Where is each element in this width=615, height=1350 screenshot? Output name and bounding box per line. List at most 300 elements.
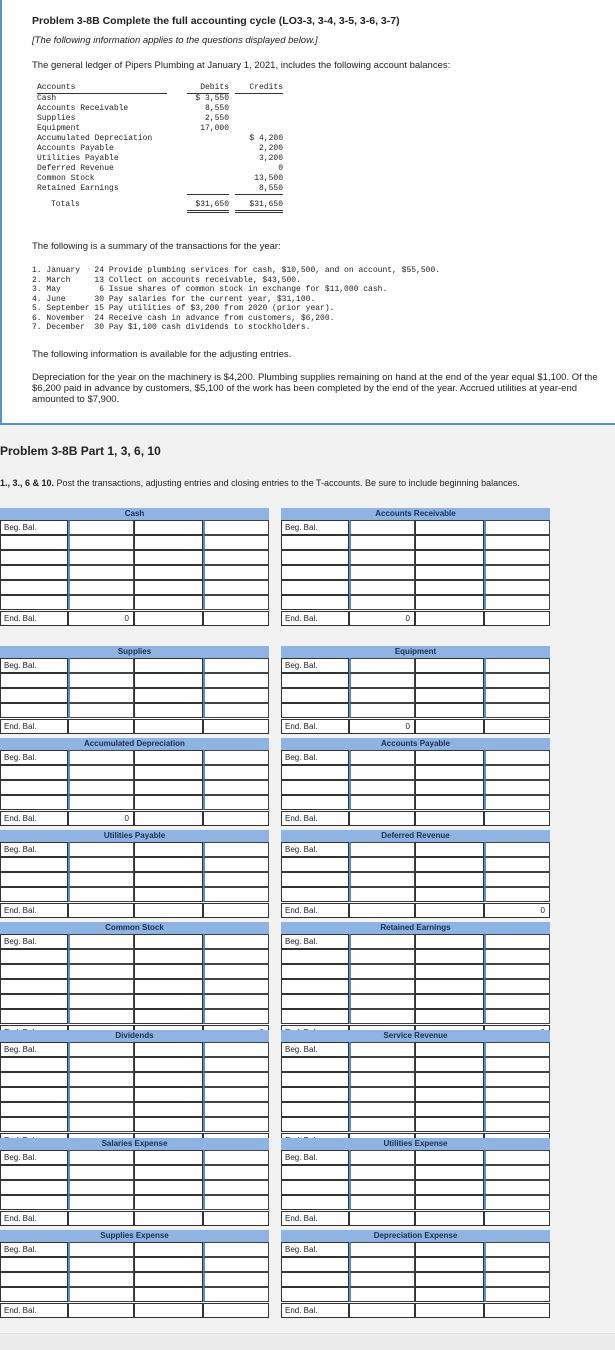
entry-ref-input[interactable] xyxy=(415,565,484,580)
entry-amount-input[interactable] xyxy=(203,857,269,872)
entry-amount-input[interactable] xyxy=(203,1102,269,1117)
entry-amount-input[interactable] xyxy=(349,964,415,979)
entry-amount-input[interactable] xyxy=(484,949,550,964)
entry-amount-input[interactable] xyxy=(349,595,415,610)
entry-amount-input[interactable] xyxy=(349,1150,415,1165)
entry-amount-input[interactable] xyxy=(484,1180,550,1195)
entry-amount-input[interactable] xyxy=(203,1150,269,1165)
entry-ref-input[interactable] xyxy=(134,1180,203,1195)
entry-amount-input[interactable] xyxy=(68,780,134,795)
entry-amount-input[interactable] xyxy=(68,1009,134,1024)
entry-amount-input[interactable] xyxy=(68,1287,134,1302)
entry-amount-input[interactable] xyxy=(484,795,550,810)
entry-amount-input[interactable] xyxy=(484,1102,550,1117)
entry-ref-input[interactable] xyxy=(415,872,484,887)
entry-amount-input[interactable] xyxy=(349,550,415,565)
entry-amount-input[interactable] xyxy=(68,1042,134,1057)
entry-ref-input[interactable] xyxy=(415,857,484,872)
entry-amount-input[interactable] xyxy=(484,964,550,979)
entry-ref-input[interactable] xyxy=(281,1180,349,1195)
entry-ref-input[interactable] xyxy=(0,673,68,688)
entry-ref-input[interactable] xyxy=(134,750,203,765)
entry-amount-input[interactable] xyxy=(203,520,269,535)
entry-ref-input[interactable] xyxy=(281,949,349,964)
end-bal-label: End. Bal. xyxy=(281,903,349,918)
entry-ref-input[interactable] xyxy=(281,887,349,902)
entry-amount-input[interactable] xyxy=(349,934,415,949)
entry-amount-input[interactable] xyxy=(203,703,269,718)
end-bal-spacer xyxy=(134,903,203,918)
entry-amount-input[interactable] xyxy=(203,765,269,780)
entry-amount-input[interactable] xyxy=(68,979,134,994)
entry-ref-input[interactable] xyxy=(281,857,349,872)
entry-ref-input[interactable] xyxy=(0,595,68,610)
entry-amount-input[interactable] xyxy=(203,1287,269,1302)
entry-amount-input[interactable] xyxy=(484,1150,550,1165)
entry-amount-input[interactable] xyxy=(68,1117,134,1132)
entry-amount-input[interactable] xyxy=(68,688,134,703)
entry-amount-input[interactable] xyxy=(349,1195,415,1210)
entry-ref-input[interactable] xyxy=(0,949,68,964)
entry-amount-input[interactable] xyxy=(349,857,415,872)
entry-ref-input[interactable] xyxy=(415,979,484,994)
entry-amount-input[interactable] xyxy=(484,1257,550,1272)
entry-ref-input[interactable] xyxy=(281,1287,349,1302)
entry-amount-input[interactable] xyxy=(203,1117,269,1132)
entry-ref-input[interactable] xyxy=(415,765,484,780)
entry-ref-input[interactable] xyxy=(134,688,203,703)
entry-amount-input[interactable] xyxy=(68,1180,134,1195)
entry-ref-input[interactable] xyxy=(134,994,203,1009)
entry-amount-input[interactable] xyxy=(349,658,415,673)
entry-amount-input[interactable] xyxy=(349,1272,415,1287)
entry-ref-input[interactable] xyxy=(134,795,203,810)
entry-amount-input[interactable] xyxy=(203,934,269,949)
entry-ref-input[interactable] xyxy=(0,887,68,902)
ledger-account: Equipment xyxy=(37,124,81,133)
entry-ref-input[interactable] xyxy=(281,565,349,580)
entry-ref-input[interactable] xyxy=(0,1117,68,1132)
entry-ref-input[interactable] xyxy=(134,580,203,595)
entry-amount-input[interactable] xyxy=(484,703,550,718)
entry-amount-input[interactable] xyxy=(68,842,134,857)
entry-amount-input[interactable] xyxy=(68,565,134,580)
entry-amount-input[interactable] xyxy=(484,1272,550,1287)
entry-ref-input[interactable] xyxy=(134,1042,203,1057)
entry-ref-input[interactable] xyxy=(0,1287,68,1302)
entry-amount-input[interactable] xyxy=(484,658,550,673)
entry-ref-input[interactable] xyxy=(134,1087,203,1102)
entry-amount-input[interactable] xyxy=(349,565,415,580)
entry-amount-input[interactable] xyxy=(203,842,269,857)
entry-ref-input[interactable] xyxy=(134,964,203,979)
entry-amount-input[interactable] xyxy=(203,550,269,565)
entry-amount-input[interactable] xyxy=(349,1042,415,1057)
entry-amount-input[interactable] xyxy=(68,673,134,688)
entry-amount-input[interactable] xyxy=(68,1272,134,1287)
entry-amount-input[interactable] xyxy=(484,520,550,535)
entry-amount-input[interactable] xyxy=(484,934,550,949)
entry-ref-input[interactable] xyxy=(415,934,484,949)
entry-ref-input[interactable] xyxy=(415,688,484,703)
entry-amount-input[interactable] xyxy=(484,857,550,872)
entry-ref-input[interactable] xyxy=(281,1257,349,1272)
entry-ref-input[interactable] xyxy=(415,1180,484,1195)
entry-ref-input[interactable] xyxy=(415,1042,484,1057)
entry-ref-input[interactable] xyxy=(281,795,349,810)
entry-amount-input[interactable] xyxy=(349,750,415,765)
entry-ref-input[interactable] xyxy=(0,1195,68,1210)
entry-amount-input[interactable] xyxy=(484,673,550,688)
entry-amount-input[interactable] xyxy=(203,1009,269,1024)
entry-ref-input[interactable] xyxy=(134,1150,203,1165)
entry-amount-input[interactable] xyxy=(484,872,550,887)
entry-amount-input[interactable] xyxy=(68,1150,134,1165)
entry-amount-input[interactable] xyxy=(68,949,134,964)
entry-amount-input[interactable] xyxy=(349,703,415,718)
entry-ref-input[interactable] xyxy=(415,658,484,673)
entry-amount-input[interactable] xyxy=(203,673,269,688)
entry-ref-input[interactable] xyxy=(281,1009,349,1024)
entry-amount-input[interactable] xyxy=(203,780,269,795)
entry-ref-input[interactable] xyxy=(281,595,349,610)
entry-ref-input[interactable] xyxy=(415,1117,484,1132)
entry-ref-input[interactable] xyxy=(0,688,68,703)
entry-ref-input[interactable] xyxy=(134,520,203,535)
entry-ref-input[interactable] xyxy=(0,857,68,872)
entry-ref-input[interactable] xyxy=(0,703,68,718)
entry-amount-input[interactable] xyxy=(68,1087,134,1102)
entry-ref-input[interactable] xyxy=(134,1057,203,1072)
entry-ref-input[interactable] xyxy=(415,1072,484,1087)
entry-amount-input[interactable] xyxy=(349,688,415,703)
entry-amount-input[interactable] xyxy=(349,1072,415,1087)
entry-ref-input[interactable] xyxy=(0,1009,68,1024)
entry-ref-input[interactable] xyxy=(415,842,484,857)
entry-ref-input[interactable] xyxy=(281,964,349,979)
entry-ref-input[interactable] xyxy=(281,673,349,688)
entry-amount-input[interactable] xyxy=(484,550,550,565)
entry-ref-input[interactable] xyxy=(0,1102,68,1117)
entry-amount-input[interactable] xyxy=(203,688,269,703)
entry-ref-input[interactable] xyxy=(134,595,203,610)
entry-ref-input[interactable] xyxy=(0,1072,68,1087)
entry-amount-input[interactable] xyxy=(203,535,269,550)
entry-amount-input[interactable] xyxy=(484,750,550,765)
entry-ref-input[interactable] xyxy=(134,673,203,688)
entry-amount-input[interactable] xyxy=(68,1057,134,1072)
entry-amount-input[interactable] xyxy=(349,887,415,902)
entry-ref-input[interactable] xyxy=(0,795,68,810)
entry-amount-input[interactable] xyxy=(484,1287,550,1302)
entry-amount-input[interactable] xyxy=(349,520,415,535)
entry-ref-input[interactable] xyxy=(281,1102,349,1117)
entry-amount-input[interactable] xyxy=(68,1072,134,1087)
entry-ref-input[interactable] xyxy=(281,1057,349,1072)
entry-amount-input[interactable] xyxy=(203,795,269,810)
entry-amount-input[interactable] xyxy=(68,765,134,780)
entry-ref-input[interactable] xyxy=(415,887,484,902)
entry-ref-input[interactable] xyxy=(281,1117,349,1132)
entry-amount-input[interactable] xyxy=(203,565,269,580)
entry-ref-input[interactable] xyxy=(134,550,203,565)
entry-amount-input[interactable] xyxy=(203,1072,269,1087)
entry-ref-input[interactable] xyxy=(281,688,349,703)
entry-amount-input[interactable] xyxy=(349,780,415,795)
entry-amount-input[interactable] xyxy=(68,1102,134,1117)
entry-ref-input[interactable] xyxy=(134,1102,203,1117)
entry-ref-input[interactable] xyxy=(134,857,203,872)
entry-amount-input[interactable] xyxy=(349,1057,415,1072)
entry-ref-input[interactable] xyxy=(281,535,349,550)
entry-ref-input[interactable] xyxy=(281,979,349,994)
entry-ref-input[interactable] xyxy=(415,1087,484,1102)
entry-ref-input[interactable] xyxy=(0,550,68,565)
entry-ref-input[interactable] xyxy=(134,1242,203,1257)
entry-ref-input[interactable] xyxy=(0,580,68,595)
entry-ref-input[interactable] xyxy=(415,1195,484,1210)
entry-amount-input[interactable] xyxy=(484,565,550,580)
entry-amount-input[interactable] xyxy=(484,1087,550,1102)
entry-amount-input[interactable] xyxy=(349,795,415,810)
entry-amount-input[interactable] xyxy=(484,842,550,857)
entry-amount-input[interactable] xyxy=(484,1072,550,1087)
entry-amount-input[interactable] xyxy=(349,1287,415,1302)
entry-amount-input[interactable] xyxy=(203,1242,269,1257)
entry-ref-input[interactable] xyxy=(281,1087,349,1102)
entry-ref-input[interactable] xyxy=(415,520,484,535)
entry-ref-input[interactable] xyxy=(281,994,349,1009)
entry-ref-input[interactable] xyxy=(134,535,203,550)
entry-ref-input[interactable] xyxy=(415,1102,484,1117)
entry-amount-input[interactable] xyxy=(68,1242,134,1257)
entry-ref-input[interactable] xyxy=(281,1272,349,1287)
entry-amount-input[interactable] xyxy=(203,658,269,673)
entry-ref-input[interactable] xyxy=(281,765,349,780)
entry-ref-input[interactable] xyxy=(134,703,203,718)
entry-ref-input[interactable] xyxy=(281,580,349,595)
entry-ref-input[interactable] xyxy=(0,1165,68,1180)
entry-amount-input[interactable] xyxy=(68,1165,134,1180)
summary-intro: The following is a summary of the transactions for the year: xyxy=(32,241,281,252)
entry-ref-input[interactable] xyxy=(134,842,203,857)
entry-ref-input[interactable] xyxy=(134,1009,203,1024)
entry-amount-input[interactable] xyxy=(349,1102,415,1117)
entry-ref-input[interactable] xyxy=(134,1165,203,1180)
entry-ref-input[interactable] xyxy=(415,535,484,550)
entry-amount-input[interactable] xyxy=(68,580,134,595)
entry-amount-input[interactable] xyxy=(68,994,134,1009)
entry-ref-input[interactable] xyxy=(0,979,68,994)
entry-ref-input[interactable] xyxy=(134,1117,203,1132)
entry-amount-input[interactable] xyxy=(203,1042,269,1057)
beg-bal-label: Beg. Bal. xyxy=(281,934,349,949)
entry-ref-input[interactable] xyxy=(415,1165,484,1180)
entry-amount-input[interactable] xyxy=(203,979,269,994)
entry-amount-input[interactable] xyxy=(484,535,550,550)
entry-ref-input[interactable] xyxy=(0,535,68,550)
entry-ref-input[interactable] xyxy=(0,565,68,580)
entry-ref-input[interactable] xyxy=(134,565,203,580)
entry-amount-input[interactable] xyxy=(484,580,550,595)
entry-amount-input[interactable] xyxy=(203,994,269,1009)
entry-ref-input[interactable] xyxy=(134,1272,203,1287)
ledger-debit: 17,000 xyxy=(200,124,229,133)
entry-amount-input[interactable] xyxy=(484,887,550,902)
entry-ref-input[interactable] xyxy=(415,780,484,795)
entry-amount-input[interactable] xyxy=(203,872,269,887)
entry-amount-input[interactable] xyxy=(68,520,134,535)
entry-amount-input[interactable] xyxy=(203,1272,269,1287)
entry-amount-input[interactable] xyxy=(484,780,550,795)
entry-ref-input[interactable] xyxy=(415,580,484,595)
beg-bal-label: Beg. Bal. xyxy=(281,1150,349,1165)
entry-amount-input[interactable] xyxy=(349,535,415,550)
entry-ref-input[interactable] xyxy=(415,1242,484,1257)
end-bal-label: End. Bal. xyxy=(0,903,68,918)
entry-amount-input[interactable] xyxy=(349,580,415,595)
entry-amount-input[interactable] xyxy=(203,887,269,902)
entry-ref-input[interactable] xyxy=(0,964,68,979)
end-bal-label: End. Bal. xyxy=(281,1211,349,1226)
entry-amount-input[interactable] xyxy=(68,964,134,979)
entry-ref-input[interactable] xyxy=(0,1057,68,1072)
entry-ref-input[interactable] xyxy=(415,550,484,565)
entry-amount-input[interactable] xyxy=(349,1117,415,1132)
entry-amount-input[interactable] xyxy=(484,1117,550,1132)
entry-amount-input[interactable] xyxy=(484,595,550,610)
entry-ref-input[interactable] xyxy=(134,872,203,887)
entry-ref-input[interactable] xyxy=(415,595,484,610)
entry-ref-input[interactable] xyxy=(281,872,349,887)
entry-amount-input[interactable] xyxy=(349,979,415,994)
entry-amount-input[interactable] xyxy=(349,949,415,964)
entry-amount-input[interactable] xyxy=(484,1165,550,1180)
entry-amount-input[interactable] xyxy=(68,872,134,887)
entry-amount-input[interactable] xyxy=(68,1195,134,1210)
entry-ref-input[interactable] xyxy=(0,1180,68,1195)
entry-ref-input[interactable] xyxy=(281,1072,349,1087)
entry-ref-input[interactable] xyxy=(415,673,484,688)
entry-ref-input[interactable] xyxy=(281,703,349,718)
entry-amount-input[interactable] xyxy=(349,673,415,688)
entry-amount-input[interactable] xyxy=(203,1257,269,1272)
entry-ref-input[interactable] xyxy=(0,765,68,780)
entry-ref-input[interactable] xyxy=(134,949,203,964)
entry-amount-input[interactable] xyxy=(68,750,134,765)
entry-amount-input[interactable] xyxy=(349,994,415,1009)
entry-amount-input[interactable] xyxy=(349,872,415,887)
end-bal-debit xyxy=(68,1303,134,1318)
entry-amount-input[interactable] xyxy=(349,1087,415,1102)
entry-amount-input[interactable] xyxy=(203,580,269,595)
entry-amount-input[interactable] xyxy=(203,1087,269,1102)
entry-amount-input[interactable] xyxy=(484,688,550,703)
entry-ref-input[interactable] xyxy=(415,1009,484,1024)
entry-amount-input[interactable] xyxy=(203,750,269,765)
entry-amount-input[interactable] xyxy=(68,934,134,949)
entry-amount-input[interactable] xyxy=(68,887,134,902)
entry-amount-input[interactable] xyxy=(349,1009,415,1024)
entry-ref-input[interactable] xyxy=(134,658,203,673)
entry-amount-input[interactable] xyxy=(68,703,134,718)
entry-ref-input[interactable] xyxy=(415,795,484,810)
entry-amount-input[interactable] xyxy=(203,1165,269,1180)
entry-amount-input[interactable] xyxy=(68,857,134,872)
entry-amount-input[interactable] xyxy=(68,795,134,810)
entry-ref-input[interactable] xyxy=(134,887,203,902)
entry-amount-input[interactable] xyxy=(68,550,134,565)
entry-ref-input[interactable] xyxy=(0,1272,68,1287)
entry-ref-input[interactable] xyxy=(0,1257,68,1272)
entry-ref-input[interactable] xyxy=(134,765,203,780)
entry-amount-input[interactable] xyxy=(68,595,134,610)
entry-amount-input[interactable] xyxy=(484,1042,550,1057)
entry-ref-input[interactable] xyxy=(415,750,484,765)
ledger-account: Accounts Receivable xyxy=(37,104,129,113)
entry-ref-input[interactable] xyxy=(281,1195,349,1210)
entry-ref-input[interactable] xyxy=(0,994,68,1009)
entry-ref-input[interactable] xyxy=(134,1257,203,1272)
entry-amount-input[interactable] xyxy=(203,1180,269,1195)
entry-amount-input[interactable] xyxy=(349,1180,415,1195)
entry-amount-input[interactable] xyxy=(484,1195,550,1210)
entry-amount-input[interactable] xyxy=(203,1057,269,1072)
entry-ref-input[interactable] xyxy=(0,1087,68,1102)
entry-ref-input[interactable] xyxy=(281,1165,349,1180)
entry-ref-input[interactable] xyxy=(134,934,203,949)
entry-ref-input[interactable] xyxy=(134,1072,203,1087)
entry-amount-input[interactable] xyxy=(349,1257,415,1272)
entry-amount-input[interactable] xyxy=(203,595,269,610)
entry-ref-input[interactable] xyxy=(0,872,68,887)
entry-ref-input[interactable] xyxy=(281,550,349,565)
entry-amount-input[interactable] xyxy=(68,658,134,673)
entry-ref-input[interactable] xyxy=(415,1287,484,1302)
entry-ref-input[interactable] xyxy=(0,780,68,795)
entry-ref-input[interactable] xyxy=(134,1287,203,1302)
entry-amount-input[interactable] xyxy=(484,994,550,1009)
entry-amount-input[interactable] xyxy=(68,535,134,550)
entry-amount-input[interactable] xyxy=(203,964,269,979)
entry-amount-input[interactable] xyxy=(349,842,415,857)
entry-ref-input[interactable] xyxy=(415,1257,484,1272)
entry-amount-input[interactable] xyxy=(68,1257,134,1272)
entry-ref-input[interactable] xyxy=(415,1272,484,1287)
entry-ref-input[interactable] xyxy=(415,964,484,979)
entry-amount-input[interactable] xyxy=(484,1009,550,1024)
entry-amount-input[interactable] xyxy=(203,949,269,964)
entry-amount-input[interactable] xyxy=(203,1195,269,1210)
entry-ref-input[interactable] xyxy=(415,1057,484,1072)
entry-ref-input[interactable] xyxy=(134,979,203,994)
entry-ref-input[interactable] xyxy=(415,994,484,1009)
entry-ref-input[interactable] xyxy=(415,949,484,964)
entry-ref-input[interactable] xyxy=(281,780,349,795)
entry-amount-input[interactable] xyxy=(349,1242,415,1257)
entry-ref-input[interactable] xyxy=(134,1195,203,1210)
entry-amount-input[interactable] xyxy=(484,1242,550,1257)
entry-amount-input[interactable] xyxy=(484,765,550,780)
entry-amount-input[interactable] xyxy=(484,979,550,994)
beg-bal-label: Beg. Bal. xyxy=(281,658,349,673)
entry-ref-input[interactable] xyxy=(415,1150,484,1165)
entry-amount-input[interactable] xyxy=(349,765,415,780)
entry-ref-input[interactable] xyxy=(415,703,484,718)
entry-amount-input[interactable] xyxy=(484,1057,550,1072)
entry-amount-input[interactable] xyxy=(349,1165,415,1180)
entry-ref-input[interactable] xyxy=(134,780,203,795)
